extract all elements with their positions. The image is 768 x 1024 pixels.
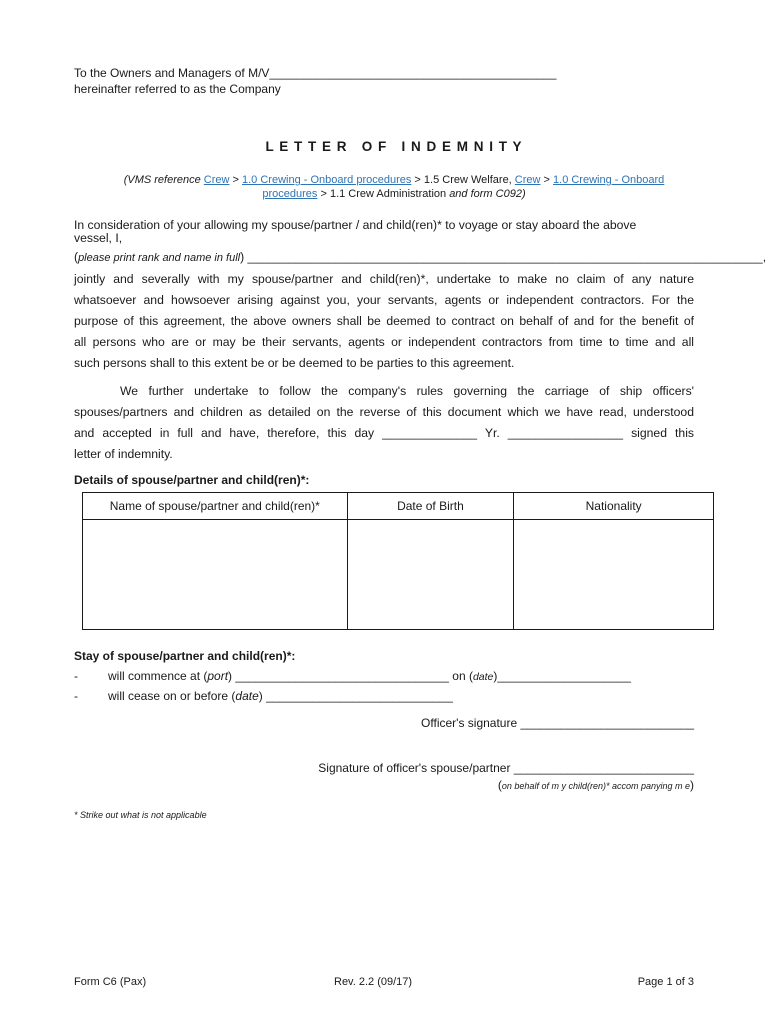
print-name-line[interactable] (74, 250, 766, 266)
reference-crew-welfare: > 1.5 Crew Welfare, (411, 174, 515, 186)
reference-crew-administration: > 1.1 Crew Administration (317, 188, 450, 200)
paren-close: ) (690, 778, 694, 792)
column-header-nationality: Nationality (514, 493, 714, 520)
undertaking-line: We further undertake to follow the company's rules governing the carriage of ship officers' (120, 384, 694, 398)
link-crew[interactable]: Crew (203, 174, 230, 186)
date-blank: )____________________ (493, 669, 631, 683)
reference-separator: > (540, 174, 554, 186)
details-heading: Details of spouse/partner and child(ren)*: (74, 473, 310, 487)
port-blank: ) ________________________________ on ( (228, 669, 473, 683)
consideration-body-line: whatsoever and howsoever arising against you, your servants, agents or independent contractors. For the (74, 293, 694, 307)
column-header-date-of-birth: Date of Birth (347, 493, 514, 520)
company-note: hereinafter referred to as the Company (74, 82, 281, 96)
vms-reference-line-1 (0, 173, 768, 188)
reference-separator: > (229, 174, 242, 186)
consideration-body-line: purpose of this agreement, the above owners shall be deemed to contract on behalf of and for the benefit of (74, 314, 694, 328)
behalf-text: on behalf of m y child(ren)* accom panying m e (501, 781, 690, 791)
date-of-birth-cell[interactable] (347, 520, 514, 630)
link-procedures-2[interactable]: procedures (262, 188, 318, 200)
reference-prefix: (VMS reference (123, 174, 204, 186)
document-title: L E T T E R O F I N D E M N I T Y (265, 139, 523, 154)
footnote: * Strike out what is not applicable (74, 810, 207, 820)
reference-form: and form C092) (449, 188, 526, 200)
dash: - (74, 689, 78, 703)
link-crewing-onboard-2[interactable]: 1.0 Crewing - Onboard (553, 174, 665, 186)
link-crewing-onboard-procedures[interactable]: 1.0 Crewing - Onboard procedures (242, 174, 412, 186)
details-table (82, 492, 714, 630)
link-crew-2[interactable]: Crew (514, 174, 541, 186)
consideration-body-line: jointly and severally with my spouse/partner and child(ren)*, undertake to make no claim of any nature (74, 272, 694, 286)
page-number: Page 1 of 3 (637, 976, 694, 988)
revision: Rev. 2.2 (09/17) (334, 976, 413, 988)
behalf-note (498, 778, 694, 794)
name-blank: ) ____________________________________________________________________________, (240, 250, 767, 264)
addressee-line: To the Owners and Managers of M/V___________________________________________ (74, 66, 557, 80)
undertaking-line: spouses/partners and children as detailed on the reverse of this document which we have read, understood (74, 405, 694, 419)
column-header-name: Name of spouse/partner and child(ren)* (83, 493, 348, 520)
consideration-line-2: vessel, I, (74, 231, 123, 245)
consideration-body-line: such persons shall to this extent be or be deemed to be parties to this agreement. (74, 356, 515, 370)
undertaking-line: letter of indemnity. (74, 447, 173, 461)
dash: - (74, 669, 78, 683)
paren-open: ( (497, 778, 502, 792)
date-note: date (235, 689, 259, 703)
undertaking-line: and accepted in full and have, therefore, this day ______________ Yr. _________________ signed this (74, 426, 694, 440)
cease-line[interactable] (108, 689, 453, 704)
cease-label: will cease on or before ( (108, 689, 236, 703)
consideration-line-1: In consideration of your allowing my spouse/partner / and child(ren)* to voyage or stay aboard the above (74, 218, 637, 232)
paren-open: ( (74, 250, 79, 264)
port-note: port (207, 669, 229, 683)
vms-reference-line-2 (0, 187, 768, 202)
officer-signature-line[interactable]: Officer's signature __________________________ (421, 716, 694, 730)
nationality-cell[interactable] (514, 520, 714, 630)
spouse-signature-line[interactable]: Signature of officer's spouse/partner ___________________________ (318, 761, 694, 775)
print-name-note: please print rank and name in full (78, 252, 241, 264)
consideration-body-line: all persons who are or may be their servants, agents or independent contractors from time to time and all (74, 335, 694, 349)
commence-line[interactable] (108, 669, 631, 685)
commence-label: will commence at ( (108, 669, 208, 683)
date-note: date (472, 671, 494, 683)
date-blank: ) ____________________________ (258, 689, 453, 703)
stay-heading: Stay of spouse/partner and child(ren)*: (74, 649, 296, 663)
form-number: Form C6 (Pax) (74, 976, 147, 988)
name-cell[interactable] (83, 520, 348, 630)
